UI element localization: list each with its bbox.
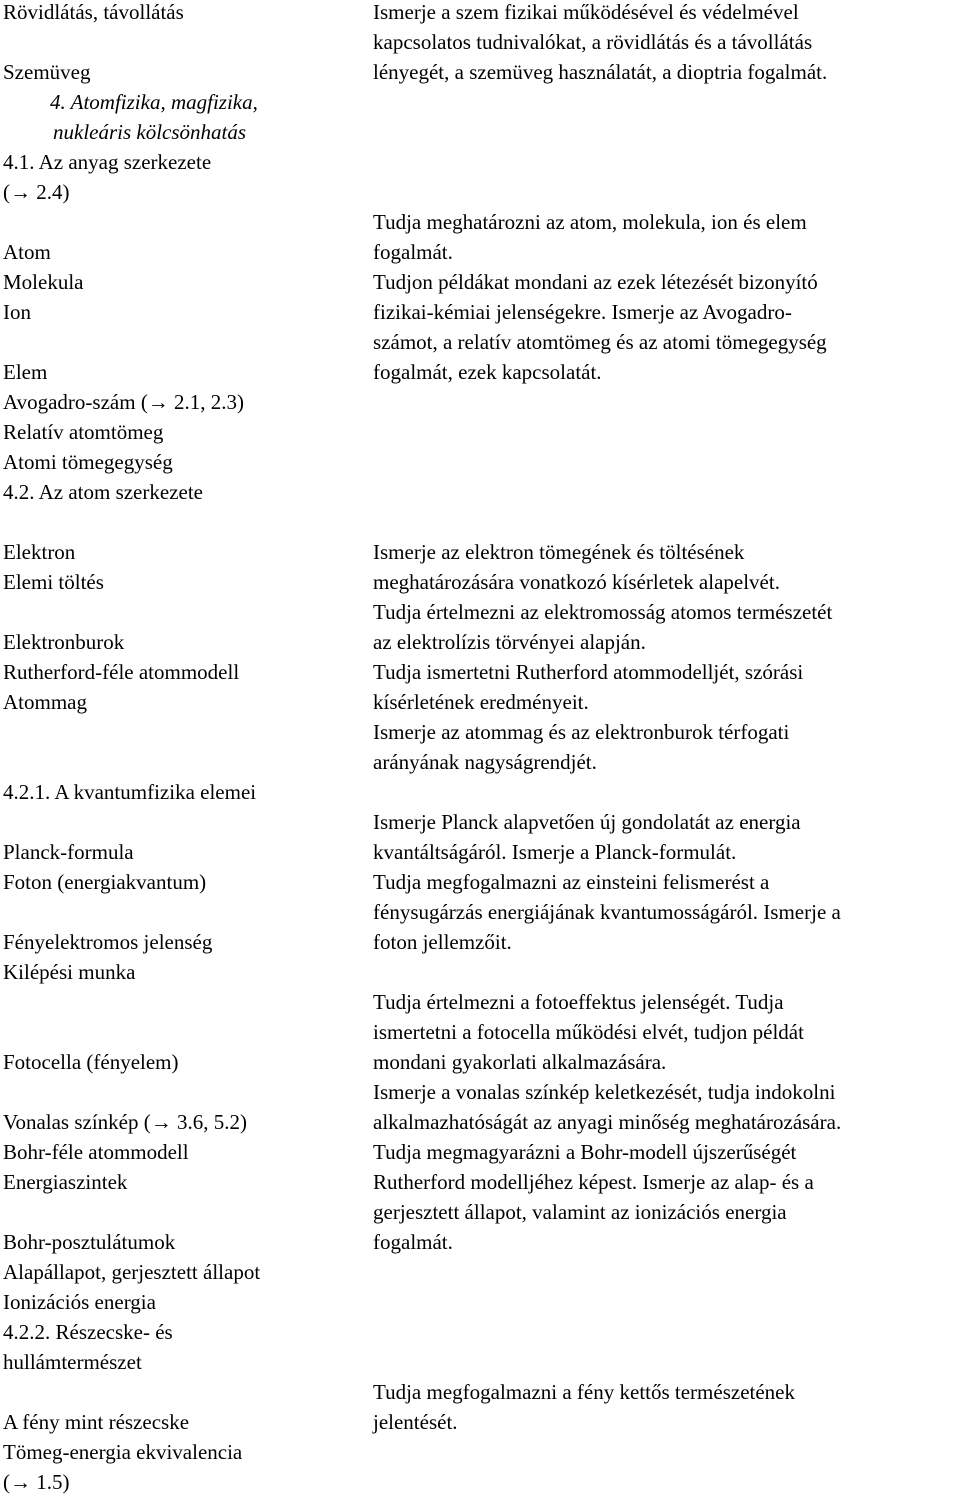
requirement-text: mondani gyakorlati alkalmazására. xyxy=(373,1050,667,1074)
section-heading: 4.2.1. A kvantumfizika elemei xyxy=(3,780,257,804)
term-text: Szemüveg xyxy=(3,60,91,84)
requirement-text: Tudjon példákat mondani az ezek létezését bizonyító xyxy=(373,270,818,294)
requirement-text: lényegét, a szemüveg használatát, a dioptria fogalmát. xyxy=(373,60,828,84)
term-text: Elem xyxy=(3,360,48,384)
requirement-text: Tudja meghatározni az atom, molekula, ion és elem xyxy=(373,210,807,234)
requirement-text: Ismerje az atommag és az elektronburok térfogati xyxy=(373,720,790,744)
term-text: Tömeg-energia ekvivalencia xyxy=(3,1440,243,1464)
section-heading: 4.1. Az anyag szerkezete xyxy=(3,150,212,174)
requirement-text: arányának nagyságrendjét. xyxy=(373,750,597,774)
requirement-text: számot, a relatív atomtömeg és az atomi tömegegység xyxy=(373,330,827,354)
requirement-text: jelentését. xyxy=(373,1410,458,1434)
term-text: Elemi töltés xyxy=(3,570,104,594)
requirement-text: Tudja értelmezni a fotoeffektus jelenségét. Tudja xyxy=(373,990,784,1014)
term-text: Atommag xyxy=(3,690,87,714)
requirement-text: Tudja megfogalmazni az einsteini felismerést a xyxy=(373,870,770,894)
requirement-text: az elektrolízis törvényei alapján. xyxy=(373,630,646,654)
requirement-text: Ismerje a vonalas színkép keletkezését, tudja indokolni xyxy=(373,1080,836,1104)
requirement-text: meghatározására vonatkozó kísérletek alapelvét. xyxy=(373,570,780,594)
section-reference: (→ 2.4) xyxy=(3,180,70,204)
section-heading: 4.2. Az atom szerkezete xyxy=(3,480,203,504)
requirement-text: ismertetni a fotocella működési elvét, tudjon példát xyxy=(373,1020,804,1044)
term-text: A fény mint részecske xyxy=(3,1410,190,1434)
term-text: Rövidlátás, távollátás xyxy=(3,0,184,24)
term-text: Kilépési munka xyxy=(3,960,136,984)
term-text: Atomi tömegegység xyxy=(3,450,173,474)
chapter-heading-line2: nukleáris kölcsönhatás xyxy=(53,120,247,144)
requirement-text: kapcsolatos tudnivalókat, a rövidlátás és a távollátás xyxy=(373,30,813,54)
requirement-text: Tudja ismertetni Rutherford atommodelljét, szórási xyxy=(373,660,804,684)
section-heading-line2: hullámtermészet xyxy=(3,1350,142,1374)
term-text: Elektronburok xyxy=(3,630,125,654)
section-heading-line1: 4.2.2. Részecske- és xyxy=(3,1320,173,1344)
requirement-text: fénysugárzás energiájának kvantumosságáról. Ismerje a xyxy=(373,900,841,924)
requirement-text: fogalmát. xyxy=(373,1230,453,1254)
term-text: Fotocella (fényelem) xyxy=(3,1050,179,1074)
term-text: Alapállapot, gerjesztett állapot xyxy=(3,1260,261,1284)
term-text: Planck-formula xyxy=(3,840,134,864)
term-text: Ion xyxy=(3,300,31,324)
requirement-text: foton jellemzőit. xyxy=(373,930,512,954)
term-text: Relatív atomtömeg xyxy=(3,420,164,444)
term-text: Foton (energiakvantum) xyxy=(3,870,207,894)
term-text: Rutherford-féle atommodell xyxy=(3,660,240,684)
requirement-text: fogalmát, ezek kapcsolatát. xyxy=(373,360,602,384)
term-text: Elektron xyxy=(3,540,76,564)
term-text: Energiaszintek xyxy=(3,1170,128,1194)
term-text: Bohr-posztulátumok xyxy=(3,1230,176,1254)
requirement-text: Tudja értelmezni az elektromosság atomos természetét xyxy=(373,600,833,624)
requirement-text: kísérletének eredményeit. xyxy=(373,690,589,714)
requirement-text: Rutherford modelljéhez képest. Ismerje az alap- és a xyxy=(373,1170,814,1194)
term-text: Fényelektromos jelenség xyxy=(3,930,213,954)
requirement-text: Tudja megmagyarázni a Bohr-modell újszerűségét xyxy=(373,1140,797,1164)
term-text: Ionizációs energia xyxy=(3,1290,156,1314)
requirement-text: kvantáltságáról. Ismerje a Planck-formulát. xyxy=(373,840,737,864)
term-text: Molekula xyxy=(3,270,84,294)
requirement-text: fogalmát. xyxy=(373,240,453,264)
term-text: Avogadro-szám (→ 2.1, 2.3) xyxy=(3,390,245,414)
chapter-heading-line1: 4. Atomfizika, magfizika, xyxy=(50,90,258,114)
requirement-text: Ismerje az elektron tömegének és töltésének xyxy=(373,540,745,564)
requirement-text: alkalmazhatóságát az anyagi minőség meghatározására. xyxy=(373,1110,842,1134)
term-text: Atom xyxy=(3,240,51,264)
requirement-text: Ismerje a szem fizikai működésével és védelmével xyxy=(373,0,799,24)
term-text: Bohr-féle atommodell xyxy=(3,1140,189,1164)
term-text: Vonalas színkép (→ 3.6, 5.2) xyxy=(3,1110,247,1134)
requirement-text: Tudja megfogalmazni a fény kettős természetének xyxy=(373,1380,795,1404)
section-reference: (→ 1.5) xyxy=(3,1470,70,1494)
requirement-text: fizikai-kémiai jelenségekre. Ismerje az Avogadro- xyxy=(373,300,792,324)
requirement-text: Ismerje Planck alapvetően új gondolatát az energia xyxy=(373,810,801,834)
requirement-text: gerjesztett állapot, valamint az ionizációs energia xyxy=(373,1200,787,1224)
